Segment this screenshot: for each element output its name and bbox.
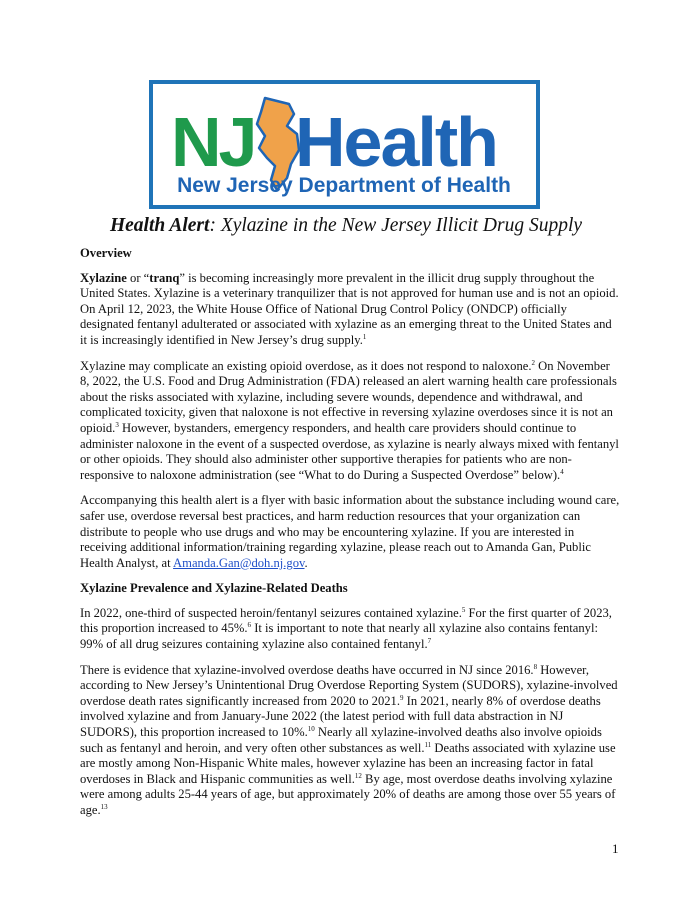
overview-paragraph-2: Xylazine may complicate an existing opioid overdose, as it does not respond to naloxone.$^2$ On November 8, 2022, the U.S. Food and Drug Administration (FDA) released an alert warning health care professionals about the risks associated with xylazine, including severe wounds, dependence and withdrawal, and complicated toxicity, given that naloxone is not effective in reversing xylazine overdoses since it is not an opioid.$^3$ However, bystanders, emergency responders, and health care providers should continue to administer naloxone in the event of a suspected overdose, as xylazine is nearly always mixed with fentanyl or other opioids. They should also administer other supportive therapies for patients who are non-responsive to naloxone administration (see “What to do During a Suspected Overdose” below).$^4$ xyxy=(80,358,619,482)
footnote-ref: 8 xyxy=(533,662,538,671)
footnote-ref: 4 xyxy=(560,467,564,476)
footnote-ref: 12 xyxy=(354,771,362,780)
page-number: 1 xyxy=(612,841,619,856)
term-tranq: tranq xyxy=(149,270,180,285)
contact-email-link[interactable]: Amanda.Gan@doh.nj.gov xyxy=(173,555,305,570)
alert-title-prefix: Health Alert xyxy=(109,215,210,236)
footnote-ref: 3 xyxy=(115,420,119,429)
footnote-ref: 5 xyxy=(461,605,466,614)
prevalence-heading: Xylazine Prevalence and Xylazine-Related Deaths xyxy=(80,581,348,596)
term-xylazine: Xylazine xyxy=(80,270,127,285)
logo-health-text: Health xyxy=(295,103,497,181)
footnote-ref: 11 xyxy=(424,740,432,749)
nj-health-logo xyxy=(149,80,540,209)
prevalence-paragraph-2: There is evidence that xylazine-involved overdose deaths have occurred in NJ since 2016.$^8$ However, according to New Jersey’s Unintentional Drug Overdose Reporting System (SUDORS), xylazine-involved overdose death rates significantly increased from 2020 to 2021.$^9$ In 2021, nearly 8% of overdose deaths involved xylazine and from January-June 2022 (the latest period with full data abstraction in NJ SUDORS), this proportion increased to 10%.$^{10}$ Nearly all xylazine-involved deaths also involve opioids such as fentanyl and heroin, and very often other substances as well.$^{11}$ Deaths associated with xylazine use are mostly among Non-Hispanic White males, however xylazine has been an increasing factor in fatal overdoses in Black and Hispanic communities as well.$^{12}$ By age, most overdose deaths involving xylazine were among adults 25-44 years of age, but approximately 20% of deaths are among those over 55 years of age.$^{13}$ xyxy=(80,662,618,817)
footnote-ref: 1 xyxy=(362,332,367,341)
overview-heading: Overview xyxy=(80,246,132,260)
logo-nj-text: NJ xyxy=(171,103,255,181)
footnote-ref: 6 xyxy=(247,621,252,630)
alert-title-rest: : Xylazine in the New Jersey Illicit Drug Supply xyxy=(209,215,583,236)
footnote-ref: 7 xyxy=(427,637,432,646)
overview-paragraph-3: Accompanying this health alert is a flyer with basic information about the substance including wound care, safer use, overdose reversal best practices, and harm reduction resources that your organization can distribute to people who use drugs and who may be encountering xylazine. If you are interested in receiving additional information/training regarding xylazine, please reach out to Amanda Gan, Public Health Analyst, at Amanda.Gan@doh.nj.gov. xyxy=(80,493,620,570)
logo-subtitle: New Jersey Department of Health xyxy=(177,174,511,197)
footnote-ref: 10 xyxy=(307,725,315,734)
footnote-ref: 9 xyxy=(400,693,404,702)
prevalence-paragraph-1: In 2022, one-third of suspected heroin/fentanyl seizures contained xylazine.$^5$ For the first quarter of 2023, this proportion increased to 45%.$^6$ It is important to note that nearly all xylazine also contains fentanyl: 99% of all drug seizures containing xylazine also contained fentanyl.$^7$ xyxy=(80,605,612,652)
overview-paragraph-1: Xylazine or “tranq” is becoming increasingly more prevalent in the illicit drug supply throughout the United States. Xylazine is a veterinary tranquilizer that is not approved for human use and is not an opioid. On April 12, 2023, the White House Office of National Drug Control Policy (ONDCP) officially designated fentanyl adulterated or associated with xylazine as an emerging threat to the United States and it is increasingly identified in New Jersey’s drug supply.$^1$ xyxy=(80,270,619,347)
footnote-ref: 13 xyxy=(100,803,108,811)
alert-title xyxy=(0,214,692,238)
footnote-ref: 2 xyxy=(531,358,536,367)
document-body xyxy=(80,246,620,829)
